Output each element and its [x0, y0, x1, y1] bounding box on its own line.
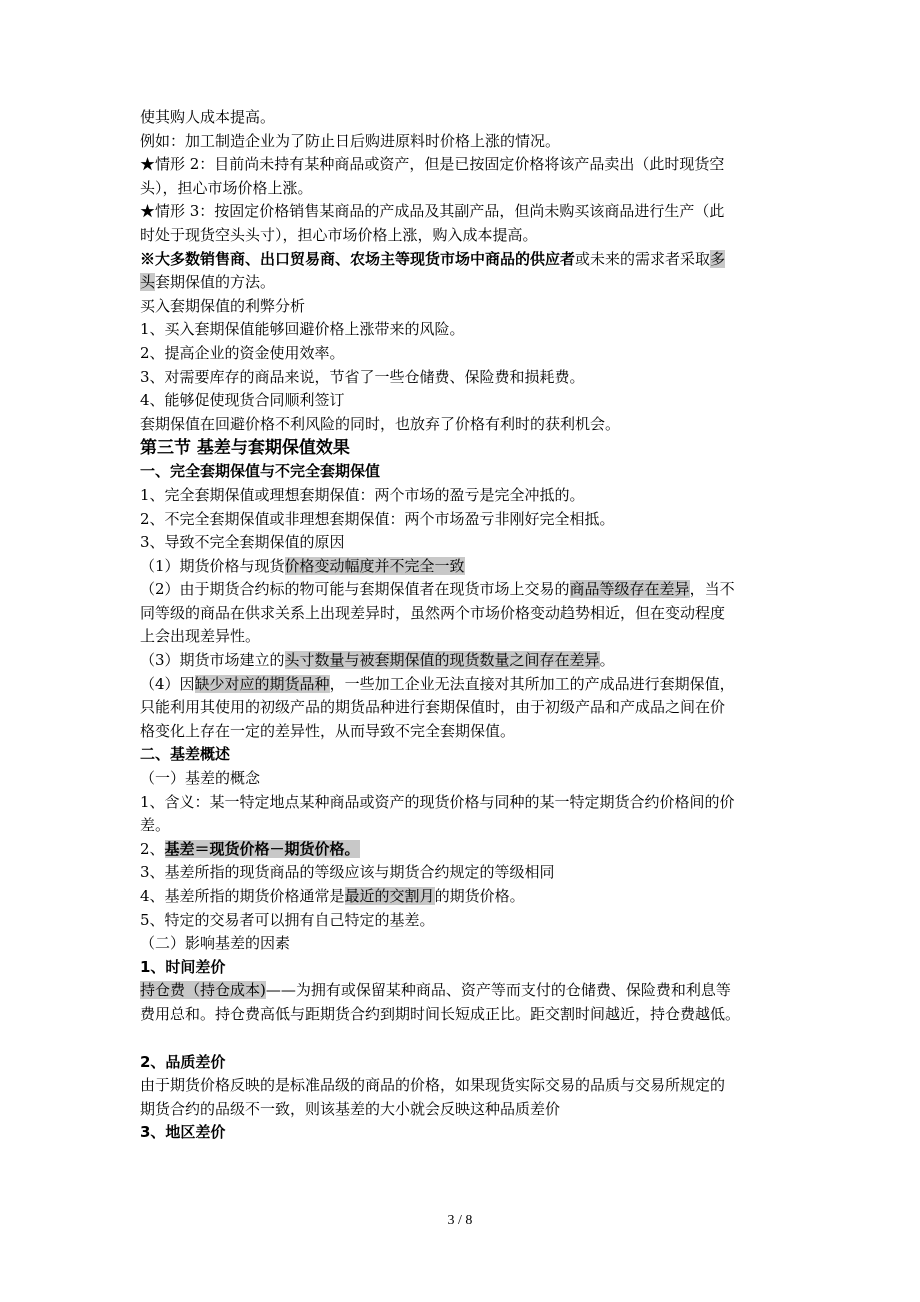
text-line: 期货合约的品级不一致，则该基差的大小就会反映这种品质差价	[140, 1099, 561, 1118]
text-line: 时处于现货空头头寸），担心市场价格上涨，购入成本提高。	[140, 225, 538, 244]
factor-heading: 2、品质差价	[140, 1052, 226, 1071]
text-run: 。	[599, 651, 615, 670]
document-body	[140, 106, 790, 1145]
text-line: 只能利用其使用的初级产品的期货品种进行套期保值时，由于初级产品和产成品之间在价	[140, 698, 726, 717]
text-line: 买入套期保值的利弊分析	[140, 296, 306, 315]
factor-heading: 1、时间差价	[140, 957, 226, 976]
text-run: ※大多数	[140, 249, 201, 268]
text-line: 头），担心市场价格上涨。	[140, 178, 313, 197]
subsection-heading: 二、基差概述	[140, 745, 231, 764]
text-line: 上会出现差异性。	[140, 627, 261, 646]
text-line	[140, 555, 790, 579]
text-line: 1、含义：某一特定地点某种商品或资产的现货价格与同种的某一特定期货合约价格间的价	[140, 792, 735, 811]
text-run: （2）由于期货合约标的物可能与套期保值者在现货市场上交易的	[140, 580, 570, 599]
text-run: ——为拥有或保留某种商品、资产等而支付的仓储费、保险费和利息等	[265, 981, 731, 1000]
highlighted-text: 头寸数量与被套期保值的现货数量之间存在差异	[284, 651, 600, 670]
text-line	[140, 271, 790, 295]
text-line: 5、特定的交易者可以拥有自己特定的基差。	[140, 910, 435, 929]
text-line: 套期保值在回避价格不利风险的同时，也放弃了价格有利时的获利机会。	[140, 414, 621, 433]
text-line: 3、对需要库存的商品来说，节省了一些仓储费、保险费和损耗费。	[140, 367, 585, 386]
subsection-heading: 一、完全套期保值与不完全套期保值	[140, 462, 381, 481]
text-line	[140, 649, 790, 673]
text-line: 3、基差所指的现货商品的等级应该与期货合约规定的等级相同	[140, 863, 555, 882]
text-line	[140, 838, 790, 862]
text-line: 1、完全套期保值或理想套期保值：两个市场的盈亏是完全冲抵的。	[140, 485, 585, 504]
factor-heading: 3、地区差价	[140, 1123, 226, 1142]
text-line	[140, 248, 790, 272]
text-line	[140, 673, 790, 697]
text-run: 的期货价格。	[434, 887, 525, 905]
text-line: （二）影响基差的因素	[140, 934, 291, 953]
text-line	[140, 979, 790, 1003]
text-run: （3）期货市场建立的	[140, 651, 285, 670]
text-run: 4、基差所指的期货价格通常是	[140, 887, 345, 905]
highlighted-text: 基差＝现货价格－期货价格。	[164, 839, 360, 858]
highlighted-text: 多	[710, 249, 726, 268]
text-run: （1）期货价格与现货	[140, 556, 285, 575]
highlighted-text: 缺少对应的期货品种	[194, 674, 330, 693]
text-line	[140, 578, 790, 602]
highlighted-text: 头	[140, 273, 156, 292]
text-line: （一）基差的概念	[140, 769, 261, 788]
text-line: 费用总和。持仓费高低与距期货合约到期时间长短成正比。距交割时间越近，持仓费越低。	[140, 1004, 741, 1023]
text-line: 格变化上存在一定的差异性，从而导致不完全套期保值。	[140, 721, 516, 740]
text-line: 2、不完全套期保值或非理想套期保值：两个市场盈亏非刚好完全相抵。	[140, 509, 615, 528]
text-line: ★情形 3：按固定价格销售某商品的产成品及其副产品，但尚未购买该商品进行生产（此	[140, 202, 725, 221]
text-line: ★情形 2：目前尚未持有某种商品或资产，但是已按固定价格将该产品卖出（此时现货空	[140, 155, 725, 174]
section-heading: 第三节 基差与套期保值效果	[140, 438, 350, 459]
text-run: ，一些加工企业无法直接对其所加工的产成品进行套期保值，	[329, 674, 735, 693]
text-line: 2、提高企业的资金使用效率。	[140, 343, 345, 362]
text-line: 4、能够促使现货合同顺利签订	[140, 391, 345, 410]
highlighted-text: 持仓费（持仓成本)	[140, 981, 266, 1000]
highlighted-text: 最近的交割月	[344, 887, 435, 905]
text-run: 或未来的需求者采取	[575, 249, 711, 268]
text-line: 例如：加工制造企业为了防止日后购进原料时价格上涨的情况。	[140, 131, 561, 150]
text-line: 使其购人成本提高。	[140, 108, 276, 126]
highlighted-text: 价格变动幅度并不完全一致	[284, 556, 465, 575]
text-run: 套期保值的方法。	[155, 273, 276, 292]
text-line: 3、导致不完全套期保值的原因	[140, 533, 345, 552]
text-run: ，当不	[689, 580, 735, 599]
page-number: 3 / 8	[447, 1213, 473, 1228]
text-run: （4）因	[140, 674, 195, 693]
text-run: 2、	[140, 839, 165, 858]
text-line: 差。	[140, 816, 171, 835]
text-line	[140, 885, 790, 909]
text-line: 由于期货价格反映的是标准品级的商品的价格，如果现货实际交易的品质与交易所规定的	[140, 1076, 726, 1095]
blank-line	[140, 1027, 790, 1051]
text-line: 1、买入套期保值能够回避价格上涨带来的风险。	[140, 320, 465, 339]
bold-text: 销售商、出口贸易商、农场主等现货市场中商品的供应者	[200, 249, 576, 268]
highlighted-text: 商品等级存在差异	[569, 580, 690, 599]
text-line: 同等级的商品在供求关系上出现差异时，虽然两个市场价格变动趋势相近，但在变动程度	[140, 603, 726, 622]
